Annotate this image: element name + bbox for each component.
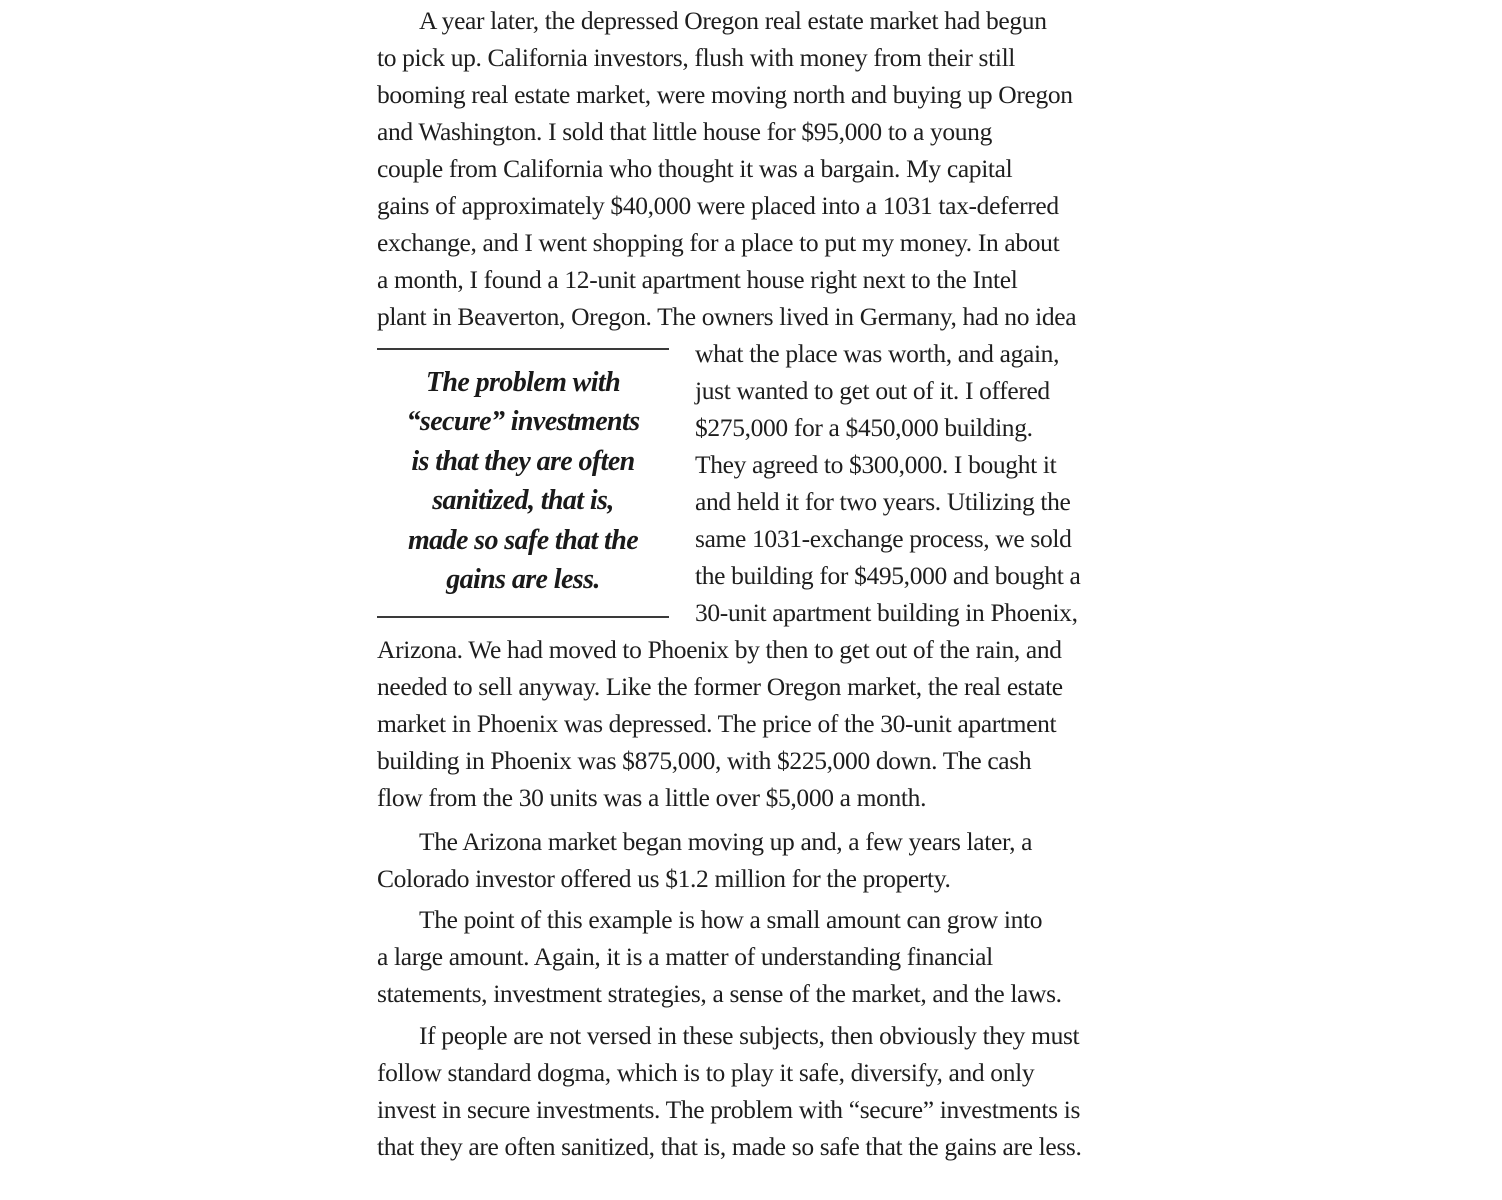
text-line: If people are not versed in these subjects, then obviously they must: [419, 1021, 1080, 1050]
text-line: same 1031-exchange process, we sold: [695, 524, 1072, 553]
text-line: market in Phoenix was depressed. The price of the 30-unit apartment: [377, 709, 1057, 738]
text-line: building in Phoenix was $875,000, with $225,000 down. The cash: [377, 746, 1032, 775]
text-line: to pick up. California investors, flush with money from their still: [377, 43, 1016, 72]
pull-quote-top-rule: [377, 348, 669, 350]
text-line: follow standard dogma, which is to play it safe, diversify, and only: [377, 1058, 1035, 1087]
text-line: Colorado investor offered us $1.2 million for the property.: [377, 864, 951, 893]
text-line: plant in Beaverton, Oregon. The owners lived in Germany, had no idea: [377, 302, 1077, 331]
text-line: 30-unit apartment building in Phoenix,: [695, 598, 1078, 627]
text-line: and Washington. I sold that little house for $95,000 to a young: [377, 117, 992, 146]
text-line: They agreed to $300,000. I bought it: [695, 450, 1057, 479]
text-line: A year later, the depressed Oregon real estate market had begun: [419, 6, 1047, 35]
text-line: just wanted to get out of it. I offered: [695, 376, 1050, 405]
pull-quote-line: is that they are often: [411, 446, 635, 477]
text-line: what the place was worth, and again,: [695, 339, 1060, 368]
text-line: the building for $495,000 and bought a: [695, 561, 1081, 590]
pull-quote-line: “secure” investments: [406, 406, 640, 437]
pull-quote-line: sanitized, that is,: [432, 485, 614, 516]
text-line: a large amount. Again, it is a matter of understanding financial: [377, 942, 993, 971]
text-line: invest in secure investments. The problem with “secure” investments is: [377, 1095, 1081, 1124]
text-line: The Arizona market began moving up and, a few years later, a: [419, 827, 1033, 856]
text-line: statements, investment strategies, a sense of the market, and the laws.: [377, 979, 1062, 1008]
text-line: flow from the 30 units was a little over $5,000 a month.: [377, 783, 927, 812]
text-line: and held it for two years. Utilizing the: [695, 487, 1071, 516]
text-line: that they are often sanitized, that is, made so safe that the gains are less.: [377, 1132, 1082, 1161]
pull-quote-bottom-rule: [377, 616, 669, 618]
pull-quote-line: made so safe that the: [407, 525, 639, 556]
text-line: gains of approximately $40,000 were placed into a 1031 tax-deferred: [377, 191, 1059, 220]
text-line: a month, I found a 12-unit apartment house right next to the Intel: [377, 265, 1018, 294]
text-line: $275,000 for a $450,000 building.: [695, 413, 1033, 442]
pull-quote-line: The problem with: [425, 367, 621, 398]
text-line: Arizona. We had moved to Phoenix by then to get out of the rain, and: [377, 635, 1062, 664]
text-line: couple from California who thought it was a bargain. My capital: [377, 154, 1013, 183]
text-line: The point of this example is how a small amount can grow into: [419, 905, 1043, 934]
text-line: exchange, and I went shopping for a place to put my money. In about: [377, 228, 1060, 257]
text-line: needed to sell anyway. Like the former Oregon market, the real estate: [377, 672, 1063, 701]
text-line: booming real estate market, were moving north and buying up Oregon: [377, 80, 1073, 109]
pull-quote-line: gains are less.: [446, 564, 600, 595]
